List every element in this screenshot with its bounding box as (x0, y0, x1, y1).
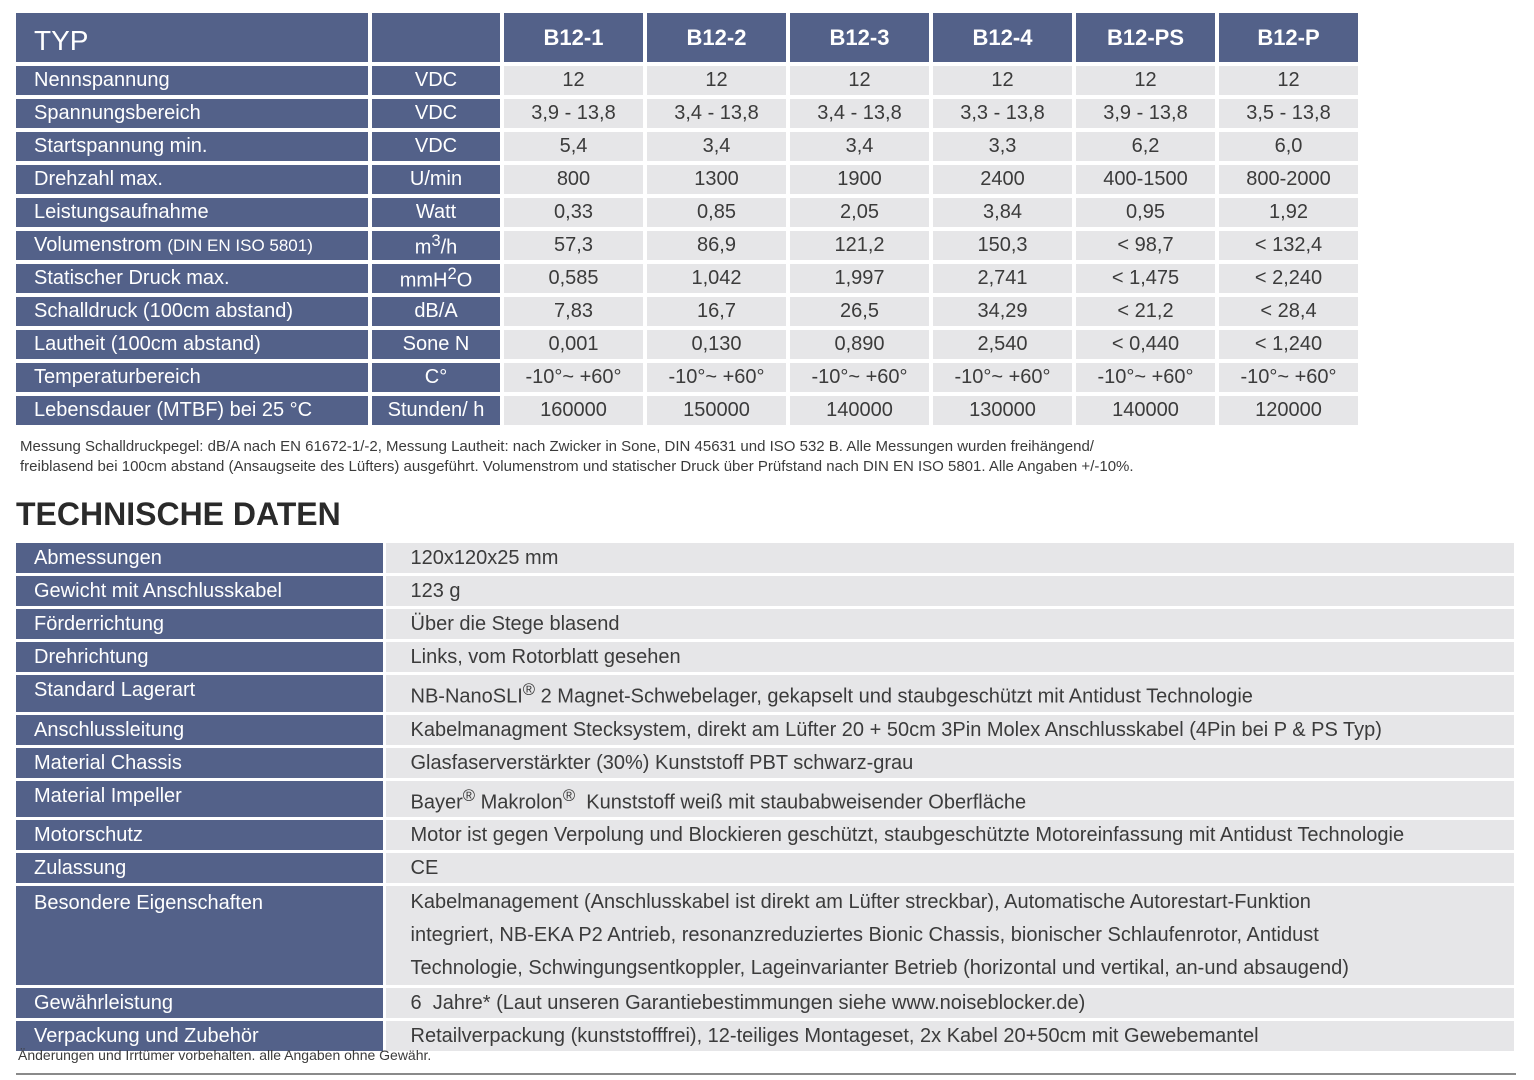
unit-text: Watt (415, 201, 457, 223)
tech-label: Abmessungen (16, 543, 384, 575)
table-cell: 7,83 (504, 297, 643, 326)
measurement-note (20, 437, 1420, 477)
column-header: B12-2 (647, 13, 786, 62)
row-label (16, 297, 368, 326)
table-cell: 1,92 (1219, 198, 1358, 227)
unit-header (372, 13, 500, 62)
column-header: B12-PS (1076, 13, 1215, 62)
tech-body (16, 543, 1514, 1053)
table-cell: 3,84 (933, 198, 1072, 227)
note-line: Messung Schalldruckpegel: dB/A nach EN 61672-1/-2, Messung Lautheit: nach Zwicker in Sone, DIN 45631 und ISO 532 B. Alle Messungen wurden freihängend/ (20, 438, 1094, 455)
tech-label: Anschlussleitung (16, 713, 384, 746)
table-cell: -10°~ +60° (504, 363, 643, 392)
table-cell: 1,997 (790, 264, 929, 293)
tech-value (384, 641, 1514, 674)
row-label-text: Lautheit (100cm abstand) (34, 333, 261, 355)
row-label-text: Spannungsbereich (34, 102, 201, 124)
table-cell: 6,2 (1076, 132, 1215, 161)
table-cell: < 1,240 (1219, 330, 1358, 359)
tech-row (16, 674, 1514, 714)
tech-value-line: integriert, NB-EKA P2 Antrieb, resonanzreduziertes Bionic Chassis, bionischer Schlaufenrotor, Antidust (410, 924, 1319, 947)
tech-value-text: Kunststoff weiß mit staubabweisender Oberfläche (575, 791, 1027, 814)
table-cell: 5,4 (504, 132, 643, 161)
tech-value-line: Kabelmanagement (Anschlusskabel ist direkt am Lüfter streckbar), Automatische Autorestart-Funktion (410, 891, 1311, 914)
tech-label: Besondere Eigenschaften (16, 885, 384, 987)
table-cell: 57,3 (504, 231, 643, 260)
row-unit (372, 132, 500, 161)
tech-row (16, 987, 1514, 1020)
table-cell: 1,042 (647, 264, 786, 293)
spec-row (16, 297, 1358, 326)
row-unit (372, 264, 500, 293)
spec-body (16, 66, 1358, 425)
table-cell: 12 (790, 66, 929, 95)
tech-label: Verpackung und Zubehör (16, 1020, 384, 1053)
tech-value-text: Links, vom Rotorblatt gesehen (410, 646, 681, 668)
unit-text: Stunden/ h (387, 399, 485, 421)
tech-value-text: 6 Jahre* (Laut unseren Garantiebestimmungen siehe www.noiseblocker.de) (410, 992, 1086, 1015)
tech-row (16, 543, 1514, 575)
tech-row (16, 852, 1514, 885)
tech-row (16, 819, 1514, 852)
table-cell: 1300 (647, 165, 786, 194)
tech-value-part: Bayer (410, 791, 463, 814)
table-cell: 12 (1219, 66, 1358, 95)
unit-superscript: 2 (447, 264, 457, 284)
row-unit (372, 363, 500, 392)
table-cell: 0,001 (504, 330, 643, 359)
table-cell: 121,2 (790, 231, 929, 260)
table-cell: 800-2000 (1219, 165, 1358, 194)
tech-value-text: Retailverpackung (kunststofffrei), 12-teiliges Montageset, 2x Kabel 20+50cm mit Gewebemantel (410, 1025, 1259, 1048)
tech-value (384, 575, 1514, 608)
row-label (16, 396, 368, 425)
row-label-text: Startspannung min. (34, 135, 208, 157)
row-unit (372, 231, 500, 260)
table-cell: 140000 (1076, 396, 1215, 425)
table-cell: 0,130 (647, 330, 786, 359)
table-cell: < 132,4 (1219, 231, 1358, 260)
table-cell: 2,741 (933, 264, 1072, 293)
tech-value-text: Glasfaserverstärkter (30%) Kunststoff PBT schwarz-grau (410, 751, 914, 774)
tech-value (384, 543, 1514, 575)
row-label-text: Schalldruck (100cm abstand) (34, 300, 294, 322)
table-cell: < 1,475 (1076, 264, 1215, 293)
row-unit (372, 165, 500, 194)
unit-text: VDC (414, 102, 458, 124)
row-label-text: Drehzahl max. (34, 168, 163, 190)
table-cell: 12 (504, 66, 643, 95)
row-label-text: Lebensdauer (MTBF) bei 25 °C (34, 399, 313, 421)
table-cell: 0,890 (790, 330, 929, 359)
spec-row (16, 99, 1358, 128)
tech-value-text: 120x120x25 mm (410, 547, 559, 569)
table-cell: 3,4 - 13,8 (790, 99, 929, 128)
table-cell: 130000 (933, 396, 1072, 425)
table-cell: 0,33 (504, 198, 643, 227)
column-header: B12-4 (933, 13, 1072, 62)
tech-value (384, 1020, 1514, 1053)
table-cell: 120000 (1219, 396, 1358, 425)
table-cell: 3,9 - 13,8 (504, 99, 643, 128)
row-label-text: Leistungsaufnahme (34, 201, 209, 223)
typ-header: TYP (16, 13, 368, 62)
row-label-text: Statischer Druck max. (34, 267, 230, 289)
row-unit (372, 99, 500, 128)
spec-row (16, 264, 1358, 293)
table-cell: 86,9 (647, 231, 786, 260)
table-cell: 3,3 - 13,8 (933, 99, 1072, 128)
tech-row (16, 608, 1514, 641)
tech-value (384, 885, 1514, 987)
table-cell: < 28,4 (1219, 297, 1358, 326)
unit-suffix: O (456, 269, 473, 292)
unit-text: VDC (414, 69, 458, 91)
unit-text: C° (424, 366, 448, 388)
table-cell: 0,85 (647, 198, 786, 227)
tech-value (384, 608, 1514, 641)
table-cell: 12 (933, 66, 1072, 95)
tech-label: Gewicht mit Anschlusskabel (16, 575, 384, 608)
table-cell: 12 (1076, 66, 1215, 95)
tech-label: Motorschutz (16, 819, 384, 852)
spec-row (16, 66, 1358, 95)
tech-table (16, 543, 1514, 1054)
tech-row (16, 746, 1514, 779)
row-label (16, 264, 368, 293)
tech-row (16, 779, 1514, 819)
table-cell: 1900 (790, 165, 929, 194)
tech-value (384, 713, 1514, 746)
registered-mark: ® (522, 680, 536, 699)
tech-label: Material Impeller (16, 779, 384, 819)
row-label (16, 198, 368, 227)
footer-note: Änderungen und Irrtümer vorbehalten. alle Angaben ohne Gewähr. (18, 1047, 432, 1063)
tech-value-part: NB-NanoSLI (410, 685, 523, 708)
table-cell: 3,9 - 13,8 (1076, 99, 1215, 128)
tech-value-text: 123 g (410, 580, 461, 602)
tech-row (16, 713, 1514, 746)
unit-text: m (414, 236, 432, 259)
table-cell: 3,4 (647, 132, 786, 161)
unit-text: mmH (399, 269, 448, 292)
table-cell: 26,5 (790, 297, 929, 326)
tech-value (384, 674, 1514, 714)
spec-row (16, 198, 1358, 227)
tech-label: Zulassung (16, 852, 384, 885)
table-cell: 16,7 (647, 297, 786, 326)
table-cell: -10°~ +60° (933, 363, 1072, 392)
table-cell: 3,4 (790, 132, 929, 161)
tech-value-text: Kabelmanagment Stecksystem, direkt am Lüfter 20 + 50cm 3Pin Molex Anschlusskabel (4Pin bei P & PS Typ) (410, 718, 1382, 741)
row-unit (372, 198, 500, 227)
table-cell: 2,05 (790, 198, 929, 227)
row-label-text: Volumenstrom (34, 234, 168, 256)
tech-value-line: Technologie, Schwingungsentkoppler, Lageinvarianter Betrieb (horizontal und vertikal, an-und absaugend) (410, 957, 1349, 980)
table-cell: 800 (504, 165, 643, 194)
spec-row (16, 231, 1358, 260)
table-cell: -10°~ +60° (790, 363, 929, 392)
row-unit (372, 330, 500, 359)
column-header: B12-3 (790, 13, 929, 62)
tech-row (16, 575, 1514, 608)
row-label-note: (DIN EN ISO 5801) (167, 236, 313, 255)
table-cell: 150,3 (933, 231, 1072, 260)
unit-suffix: /h (440, 236, 458, 259)
table-cell: -10°~ +60° (647, 363, 786, 392)
row-label (16, 66, 368, 95)
table-cell: 2400 (933, 165, 1072, 194)
tech-label: Förderrichtung (16, 608, 384, 641)
table-cell: 160000 (504, 396, 643, 425)
table-cell: 3,5 - 13,8 (1219, 99, 1358, 128)
tech-label: Drehrichtung (16, 641, 384, 674)
table-cell: < 98,7 (1076, 231, 1215, 260)
table-cell: 140000 (790, 396, 929, 425)
table-cell: 34,29 (933, 297, 1072, 326)
table-cell: 3,3 (933, 132, 1072, 161)
tech-row (16, 641, 1514, 674)
unit-superscript: 3 (431, 231, 441, 251)
spec-header-row (16, 13, 1358, 62)
column-header: B12-P (1219, 13, 1358, 62)
table-cell: -10°~ +60° (1219, 363, 1358, 392)
tech-value-part: Makrolon (475, 791, 563, 814)
row-unit (372, 396, 500, 425)
unit-text: U/min (409, 168, 463, 190)
note-line: freiblasend bei 100cm abstand (Ansaugseite des Lüfters) ausgeführt. Volumenstrom und statischer Druck über Prüfstand nach DIN EN ISO 5801. Alle Angaben +/-10%. (20, 458, 1134, 475)
row-label (16, 165, 368, 194)
tech-value-text: 2 Magnet-Schwebelager, gekapselt und staubgeschützt mit Antidust Technologie (535, 685, 1253, 708)
tech-value (384, 779, 1514, 819)
table-cell: < 0,440 (1076, 330, 1215, 359)
row-label (16, 363, 368, 392)
column-header: B12-1 (504, 13, 643, 62)
row-label (16, 231, 368, 260)
table-cell: -10°~ +60° (1076, 363, 1215, 392)
table-cell: 0,95 (1076, 198, 1215, 227)
row-label (16, 99, 368, 128)
tech-value (384, 819, 1514, 852)
spec-row (16, 330, 1358, 359)
row-label (16, 330, 368, 359)
tech-value-text: Über die Stege blasend (410, 613, 620, 635)
table-cell: < 2,240 (1219, 264, 1358, 293)
tech-label: Material Chassis (16, 746, 384, 779)
tech-value-text: CE (410, 857, 439, 880)
spec-table (12, 9, 1362, 429)
unit-text: dB/A (414, 300, 458, 322)
row-unit (372, 66, 500, 95)
tech-label: Standard Lagerart (16, 674, 384, 714)
table-cell: 400-1500 (1076, 165, 1215, 194)
row-label-text: Nennspannung (34, 69, 170, 91)
table-cell: 3,4 - 13,8 (647, 99, 786, 128)
table-cell: 150000 (647, 396, 786, 425)
tech-value (384, 987, 1514, 1020)
table-cell: 0,585 (504, 264, 643, 293)
spec-row (16, 363, 1358, 392)
table-cell: 2,540 (933, 330, 1072, 359)
tech-label: Gewährleistung (16, 987, 384, 1020)
section-title: TECHNISCHE DATEN (16, 496, 341, 532)
registered-mark: ® (462, 785, 476, 805)
unit-text: Sone N (402, 333, 470, 355)
row-label (16, 132, 368, 161)
row-unit (372, 297, 500, 326)
tech-value (384, 746, 1514, 779)
unit-text: VDC (414, 135, 458, 157)
spec-row (16, 396, 1358, 425)
registered-mark: ® (562, 785, 576, 805)
tech-value (384, 852, 1514, 885)
table-cell: 12 (647, 66, 786, 95)
tech-row (16, 885, 1514, 987)
spec-row (16, 165, 1358, 194)
table-cell: < 21,2 (1076, 297, 1215, 326)
row-label-text: Temperaturbereich (34, 366, 201, 388)
footer-divider (16, 1073, 1516, 1075)
table-cell: 6,0 (1219, 132, 1358, 161)
tech-value-text: Motor ist gegen Verpolung und Blockieren geschützt, staubgeschützte Motoreinfassung mit Antidust Technologie (410, 824, 1405, 847)
spec-row (16, 132, 1358, 161)
